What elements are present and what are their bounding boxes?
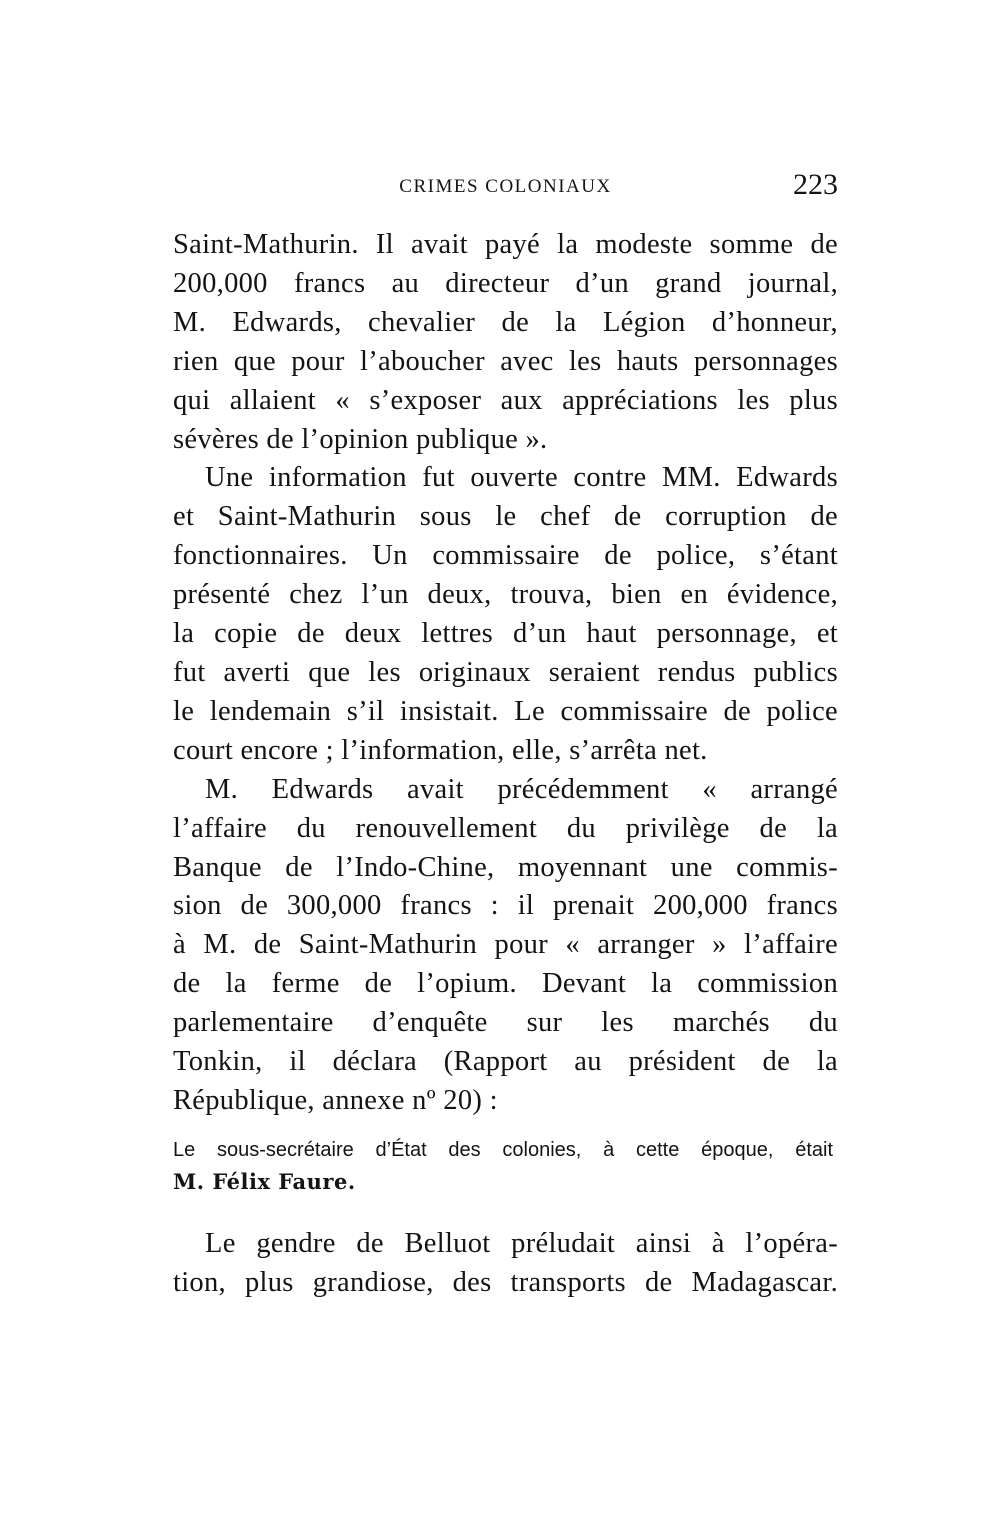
text-line: court encore ; l’information, elle, s’arrêta net. [173, 734, 708, 766]
text-line: République, annexe nº 20) : [173, 1084, 498, 1116]
text-line: et Saint-Mathurin sous le chef de corruption de [173, 501, 838, 533]
text-line: fonctionnaires. Un commissaire de police, s’étant [173, 540, 838, 572]
paragraph-4 [173, 1225, 838, 1303]
text-line: la copie de deux lettres d’un haut personnage, et [173, 618, 838, 650]
text-line: présenté chez l’un deux, trouva, bien en évidence, [173, 579, 838, 611]
text-line: de la ferme de l’opium. Devant la commission [173, 968, 838, 1000]
text-line: Saint-Mathurin. Il avait payé la modeste somme de [173, 229, 838, 260]
text-line: 200,000 francs au directeur d’un grand journal, [173, 267, 838, 299]
text-line: sévères de l’opinion publique ». [173, 423, 548, 455]
text-line: qui allaient « s’exposer aux appréciations les plus [173, 384, 838, 416]
closing-paragraph [173, 1225, 838, 1303]
running-head [173, 168, 838, 208]
running-title: CRIMES COLONIAUX [399, 176, 612, 197]
text-line: Banque de l’Indo-Chine, moyennant une commis- [173, 851, 838, 883]
text-line: parlementaire d’enquête sur les marchés du [173, 1007, 838, 1039]
page-number: 223 [793, 168, 838, 201]
note-name: M. Félix Faure. [173, 1169, 356, 1194]
body-text [173, 226, 838, 1121]
paragraph-3 [173, 771, 838, 1121]
text-line: l’affaire du renouvellement du privilège de la [173, 812, 838, 844]
text-line: sion de 300,000 francs : il prenait 200,000 francs [173, 890, 838, 922]
text-line: Le gendre de Belluot préludait ainsi à l’opéra- [205, 1228, 838, 1259]
text-line: Une information fut ouverte contre MM. Edwards [205, 462, 838, 494]
text-line: fut averti que les originaux seraient rendus publics [173, 656, 838, 688]
text-line: à M. de Saint-Mathurin pour « arranger » l’affaire [173, 929, 838, 961]
paragraph-1 [173, 226, 838, 459]
text-line: M. Edwards avait précédemment « arrangé [205, 773, 838, 805]
paragraph-2 [173, 459, 838, 770]
note-line: Le sous-secrétaire d’État des colonies, à cette époque, était [173, 1139, 833, 1161]
text-line: Tonkin, il déclara (Rapport au président de la [173, 1046, 838, 1078]
text-line: le lendemain s’il insistait. Le commissaire de police [173, 695, 838, 727]
text-line: rien que pour l’aboucher avec les hauts personnages [173, 345, 838, 377]
text-line: M. Edwards, chevalier de la Légion d’honneur, [173, 306, 838, 338]
footnote [173, 1134, 833, 1198]
text-line: tion, plus grandiose, des transports de Madagascar. [173, 1266, 838, 1298]
